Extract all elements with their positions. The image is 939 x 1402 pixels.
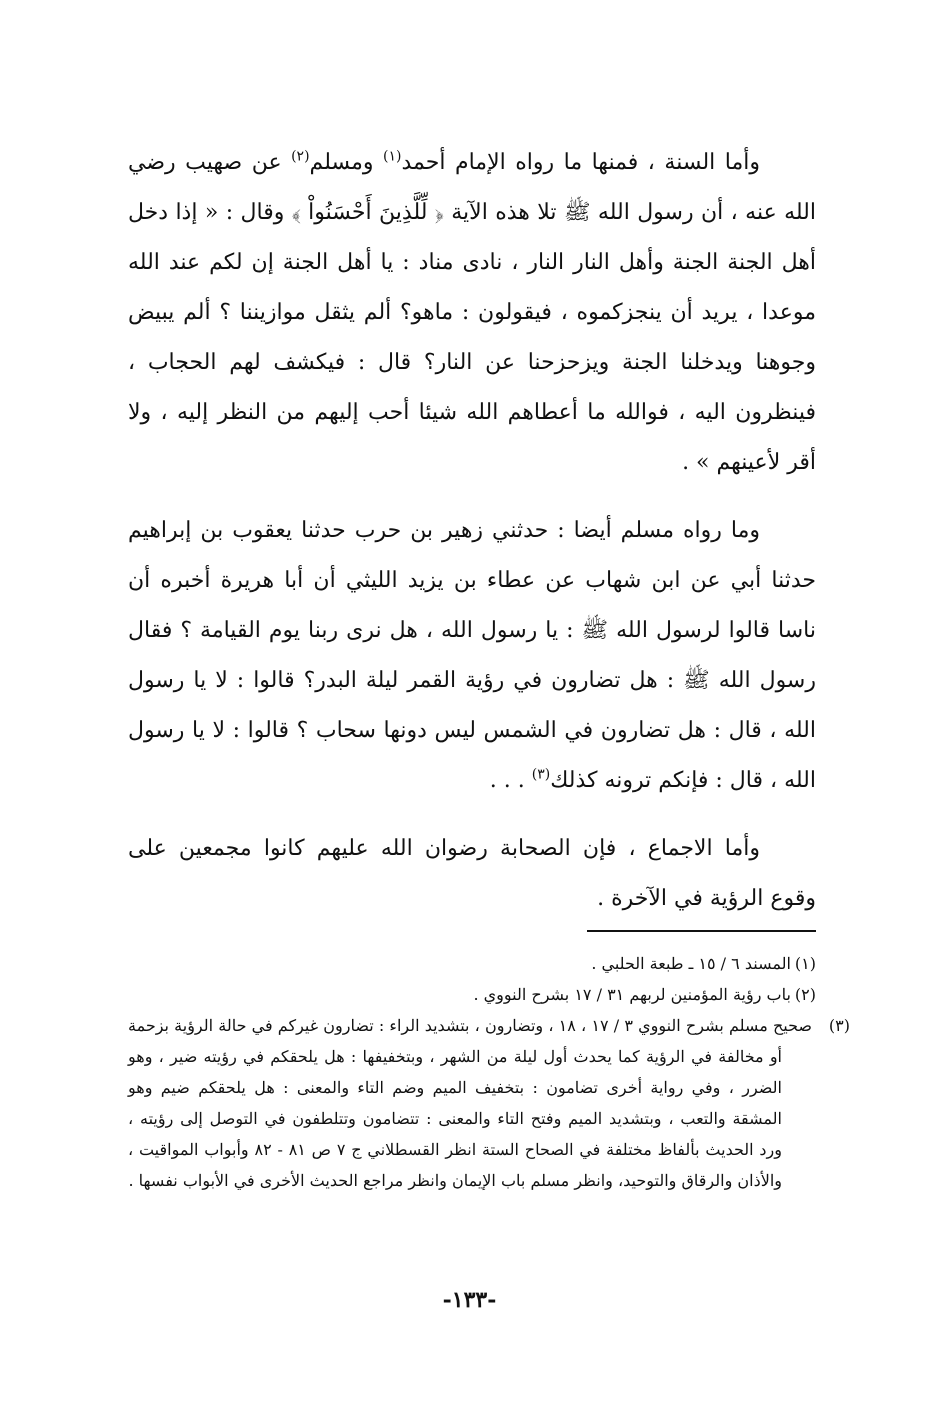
footnote-text: المسند ٦ / ١٥ ـ طبعة الحلبي . [591, 954, 791, 973]
footnote-ref-2: (٢) [291, 148, 310, 165]
text-segment: . . . [489, 768, 532, 793]
text-segment: وأما السنة ، فمنها ما رواه الإمام أحمد [401, 150, 761, 175]
paragraph-muslim-narration [128, 506, 816, 806]
footnote-separator [587, 930, 816, 932]
footnotes [128, 948, 851, 1196]
footnote-text: صحيح مسلم بشرح النووي ٣ / ١٧ ، ١٨ ، وتضارون ، بتشديد الراء : تضارون غيركم في حالة الرؤية بزحمة أو مخالفة في الرؤية كما يحدث أول ليلة من الشهر ، وبتخفيفها : هل يلحقكم في رؤيته ضير ، وهو الضرر ، وفي رواية أخرى تضامون : بتخفيف الميم وضم التاء والمعنى : هل يلحقكم ضيم وهو المشقة والتعب ، وبتشديد الميم وفتح التاء والمعنى : تتضامون وتتلطفون في التوصل إلى رؤيته ، ورد الحديث بألفاظ مختلفة في الصحاح الستة انظر القسطلاني ج ٧ ص ٨١ - ٨٢ وأبواب المواقيت ، والأذان والرقاق والتوحيد، وانظر مسلم باب الإيمان وانظر مراجع الحديث الأخرى في الأبواب نفسها . [128, 1016, 813, 1190]
text-segment: عن صهيب رضي الله عنه ، أن رسول الله ﷺ تلا هذه الآية ﴿ لِّلَّذِينَ أَحْسَنُواْ ﴾ وقال : « إذا دخل أهل الجنة الجنة وأهل النار النار ، نادى مناد : يا أهل الجنة إن لكم عند الله موعدا ، يريد أن ينجزكموه ، فيقولون : ماهو؟ ألم يثقل موازيننا ؟ ألم يبيض وجوهنا ويدخلنا الجنة ويزحزحنا عن النار؟ قال : فيكشف لهم الحجاب ، فينظرون اليه ، فوالله ما أعطاهم الله شيئا أحب إليهم من النظر إليه ، ولا أقر لأعينهم » . [128, 150, 816, 475]
footnote-ref-1: (١) [383, 148, 402, 165]
text-segment: ومسلم [309, 150, 384, 175]
text-segment: وأما الاجماع ، فإن الصحابة رضوان الله عليهم كانوا مجمعين على وقوع الرؤية في الآخرة . [128, 836, 816, 911]
paragraph-sunnah [128, 138, 816, 488]
text-segment: وما رواه مسلم أيضا : حدثني زهير بن حرب حدثنا يعقوب بن إبراهيم حدثنا أبي عن ابن شهاب عن عطاء بن يزيد الليثي أن أبا هريرة أخبره أن ناسا قالوا لرسول الله ﷺ : يا رسول الله ، هل نرى ربنا يوم القيامة ؟ فقال رسول الله ﷺ : هل تضارون في رؤية القمر ليلة البدر؟ قالوا : لا يا رسول الله ، قال : هل تضارون في الشمس ليس دونها سحاب ؟ قالوا : لا يا رسول الله ، قال : فإنكم ترونه كذلك [128, 518, 816, 793]
footnote-3: (٣)صحيح مسلم بشرح النووي ٣ / ١٧ ، ١٨ ، وتضارون ، بتشديد الراء : تضارون غيركم في حالة الرؤية بزحمة أو مخالفة في الرؤية كما يحدث أول ليلة من الشهر ، وبتخفيفها : هل يلحقكم في رؤيته ضير ، وهو الضرر ، وفي رواية أخرى تضامون : بتخفيف الميم وضم التاء والمعنى : هل يلحقكم ضيم وهو المشقة والتعب ، وبتشديد الميم وفتح التاء والمعنى : تتضامون وتتلطفون في التوصل إلى رؤيته ، ورد الحديث بألفاظ مختلفة في الصحاح الستة انظر القسطلاني ج ٧ ص ٨١ - ٨٢ وأبواب المواقيت ، والأذان والرقاق والتوحيد، وانظر مسلم باب الإيمان وانظر مراجع الحديث الأخرى في الأبواب نفسها . [128, 1016, 851, 1190]
footnote-ref-3: (٣) [531, 766, 551, 783]
footnote-number: (٢) [794, 985, 816, 1004]
page-number: -١٣٣- [442, 1287, 497, 1313]
footnote-1 [128, 948, 816, 979]
main-text [128, 138, 816, 924]
footnote-text: باب رؤية المؤمنين لربهم ٣١ / ١٧ بشرح النووي . [473, 985, 791, 1004]
paragraph-ijma [128, 824, 816, 924]
footnote-2 [128, 979, 816, 1010]
footnote-number: (١) [794, 954, 816, 973]
